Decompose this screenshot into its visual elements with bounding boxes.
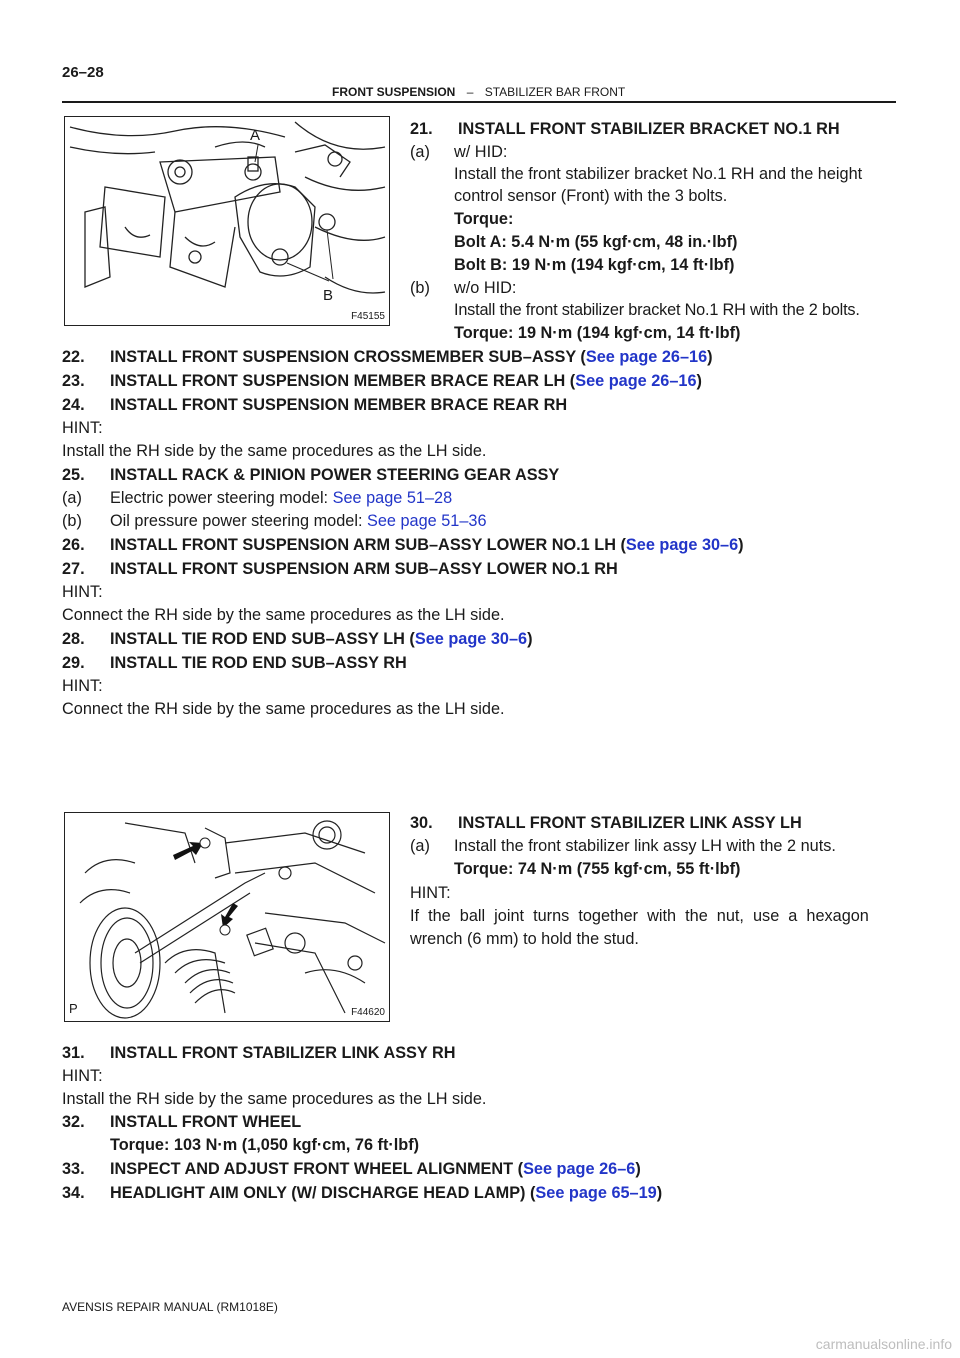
step-30 bbox=[410, 812, 802, 834]
step-23 bbox=[62, 370, 702, 392]
hint-label: HINT: bbox=[62, 1067, 103, 1085]
step-32-torque: Torque: 103 N·m (1,050 kgf·cm, 76 ft·lbf) bbox=[110, 1136, 420, 1154]
link-page-26-16[interactable]: See page 26–16 bbox=[585, 348, 708, 366]
step-number: 28. bbox=[62, 630, 85, 648]
step-number: 25. bbox=[62, 466, 85, 484]
step-21a bbox=[410, 141, 507, 163]
step-number: 26. bbox=[62, 536, 85, 554]
header-rule bbox=[62, 101, 896, 103]
step-title: INSTALL RACK & PINION POWER STEERING GEAR ASSY bbox=[110, 466, 560, 484]
step-34 bbox=[62, 1182, 662, 1204]
step-25a bbox=[62, 487, 452, 509]
step-22 bbox=[62, 346, 713, 368]
link-page-65-19[interactable]: See page 65–19 bbox=[535, 1184, 657, 1202]
section-title: FRONT SUSPENSION bbox=[332, 85, 456, 99]
paren-close: ) bbox=[696, 372, 702, 390]
stabilizer-link-illustration bbox=[65, 813, 389, 1021]
link-page-51-36[interactable]: See page 51–36 bbox=[367, 512, 487, 530]
paren-close: ) bbox=[707, 348, 713, 366]
step-29 bbox=[62, 652, 407, 674]
link-page-26-16[interactable]: See page 26–16 bbox=[575, 372, 697, 390]
step-number: 23. bbox=[62, 372, 85, 390]
substep-condition: w/o HID: bbox=[454, 279, 517, 297]
subsection-title: STABILIZER BAR FRONT bbox=[484, 85, 626, 99]
step-32 bbox=[62, 1111, 301, 1133]
step-title: HEADLIGHT AIM ONLY (W/ DISCHARGE HEAD LAMP) ( bbox=[110, 1184, 536, 1202]
step-title: INSTALL FRONT STABILIZER BRACKET NO.1 RH bbox=[458, 120, 840, 138]
substep-letter: (a) bbox=[410, 143, 430, 161]
step-number: 27. bbox=[62, 560, 85, 578]
header-section bbox=[332, 85, 625, 99]
step-24 bbox=[62, 394, 567, 416]
step-number: 21. bbox=[410, 120, 433, 138]
step-title: INSTALL FRONT SUSPENSION MEMBER BRACE REAR LH ( bbox=[110, 372, 576, 390]
step-number: 24. bbox=[62, 396, 85, 414]
paren-close: ) bbox=[527, 630, 533, 648]
step-title: INSTALL FRONT STABILIZER LINK ASSY LH bbox=[458, 814, 802, 832]
step-number: 32. bbox=[62, 1113, 85, 1131]
watermark: carmanualsonline.info bbox=[815, 1336, 952, 1352]
torque-label: Torque: bbox=[454, 210, 514, 228]
step-27 bbox=[62, 558, 618, 580]
step-25b bbox=[62, 510, 487, 532]
hint-text: Install the RH side by the same procedures as the LH side. bbox=[62, 442, 487, 460]
substep-text: Install the front stabilizer link assy LH with the 2 nuts. bbox=[454, 837, 836, 855]
step-21a-line1: Install the front stabilizer bracket No.1 RH and the height bbox=[454, 165, 863, 183]
paren-close: ) bbox=[656, 1184, 663, 1202]
step-26 bbox=[62, 534, 744, 556]
step-33 bbox=[62, 1158, 641, 1180]
step-number: 29. bbox=[62, 654, 85, 672]
step-28 bbox=[62, 628, 533, 650]
link-page-30-6[interactable]: See page 30–6 bbox=[414, 630, 528, 648]
step-title: INSTALL FRONT SUSPENSION CROSSMEMBER SUB–ASSY ( bbox=[110, 348, 586, 366]
step-number: 33. bbox=[62, 1160, 85, 1178]
step-title: INSTALL FRONT WHEEL bbox=[110, 1113, 302, 1131]
hint-text: Connect the RH side by the same procedures as the LH side. bbox=[62, 700, 505, 718]
step-number: 34. bbox=[62, 1184, 85, 1202]
step-21b-line1: Install the front stabilizer bracket No.1 RH with the 2 bolts. bbox=[454, 301, 860, 319]
step-title: INSTALL FRONT SUSPENSION MEMBER BRACE REAR RH bbox=[110, 396, 568, 414]
hint-label: HINT: bbox=[62, 419, 103, 437]
step-number: 30. bbox=[410, 814, 433, 832]
page-number: 26–28 bbox=[62, 64, 104, 81]
label-bolt-b: B bbox=[323, 287, 334, 304]
step-number: 22. bbox=[62, 348, 85, 366]
figure-stabilizer-link bbox=[64, 812, 390, 1022]
link-page-51-28[interactable]: See page 51–28 bbox=[332, 489, 453, 507]
step-21a-line2: control sensor (Front) with the 3 bolts. bbox=[454, 187, 728, 205]
substep-text: Electric power steering model: bbox=[110, 489, 333, 507]
step-25 bbox=[62, 464, 559, 486]
step-title: INSPECT AND ADJUST FRONT WHEEL ALIGNMENT ( bbox=[110, 1160, 524, 1178]
figure-code: F45155 bbox=[351, 311, 385, 322]
link-page-30-6[interactable]: See page 30–6 bbox=[625, 536, 739, 554]
figure-code: F44620 bbox=[351, 1007, 385, 1018]
paren-close: ) bbox=[738, 536, 744, 554]
step-title: INSTALL TIE ROD END SUB–ASSY LH ( bbox=[110, 630, 415, 648]
hint-line-1: If the ball joint turns together with the nut, use a hexagon bbox=[410, 907, 869, 925]
step-21 bbox=[410, 118, 840, 140]
hint-label: HINT: bbox=[62, 677, 103, 695]
hint-text: Install the RH side by the same procedures as the LH side. bbox=[62, 1090, 487, 1108]
hint-line-2: wrench (6 mm) to hold the stud. bbox=[410, 930, 639, 948]
step-title: INSTALL FRONT SUSPENSION ARM SUB–ASSY LOWER NO.1 LH ( bbox=[110, 536, 626, 554]
step-title: INSTALL FRONT STABILIZER LINK ASSY RH bbox=[110, 1044, 456, 1062]
label-bolt-a: A bbox=[250, 127, 261, 144]
hint-label: HINT: bbox=[410, 884, 451, 902]
figure-stabilizer-bracket bbox=[64, 116, 390, 326]
step-21b-torque: Torque: 19 N·m (194 kgf·cm, 14 ft·lbf) bbox=[454, 324, 741, 342]
torque-bolt-b: Bolt B: 19 N·m (194 kgf·cm, 14 ft·lbf) bbox=[454, 256, 735, 274]
header-separator: – bbox=[466, 85, 474, 99]
figure-marker-p: P bbox=[69, 1001, 78, 1016]
step-number: 31. bbox=[62, 1044, 85, 1062]
substep-letter: (a) bbox=[410, 837, 430, 855]
hint-label: HINT: bbox=[62, 583, 103, 601]
step-title: INSTALL TIE ROD END SUB–ASSY RH bbox=[110, 654, 407, 672]
substep-letter: (b) bbox=[410, 279, 430, 297]
paren-close: ) bbox=[635, 1160, 641, 1178]
hint-text: Connect the RH side by the same procedures as the LH side. bbox=[62, 606, 505, 624]
substep-text: Oil pressure power steering model: bbox=[110, 512, 367, 530]
substep-letter: (b) bbox=[62, 512, 82, 530]
step-30-torque: Torque: 74 N·m (755 kgf·cm, 55 ft·lbf) bbox=[454, 860, 741, 878]
step-30a bbox=[410, 835, 836, 857]
substep-condition: w/ HID: bbox=[454, 143, 508, 161]
substep-letter: (a) bbox=[62, 489, 82, 507]
link-page-26-6[interactable]: See page 26–6 bbox=[523, 1160, 636, 1178]
step-31 bbox=[62, 1042, 456, 1064]
bracket-illustration bbox=[65, 117, 389, 325]
step-21b bbox=[410, 277, 516, 299]
torque-bolt-a: Bolt A: 5.4 N·m (55 kgf·cm, 48 in.·lbf) bbox=[454, 233, 738, 251]
footer-manual-title: AVENSIS REPAIR MANUAL (RM1018E) bbox=[62, 1300, 278, 1314]
step-title: INSTALL FRONT SUSPENSION ARM SUB–ASSY LOWER NO.1 RH bbox=[110, 560, 618, 578]
